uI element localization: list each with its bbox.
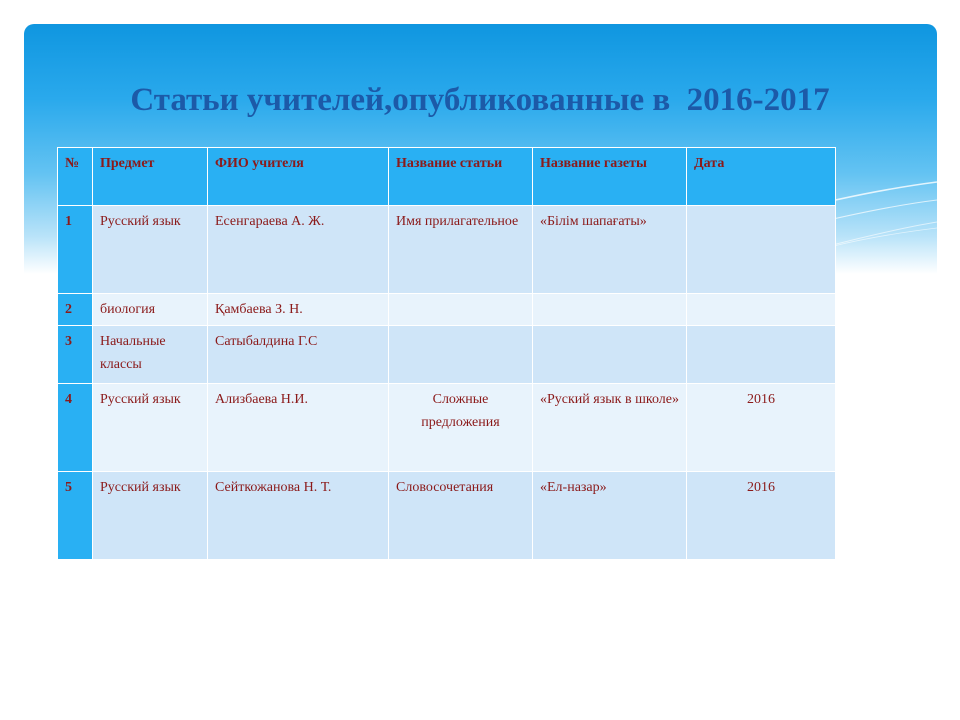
- date-cell: 2016: [687, 472, 836, 560]
- column-header: №: [58, 148, 93, 206]
- date-cell: [687, 294, 836, 326]
- article-cell: Имя прилагательное: [389, 206, 533, 294]
- row-number: 4: [58, 384, 93, 472]
- date-cell: [687, 206, 836, 294]
- article-cell: Словосочетания: [389, 472, 533, 560]
- slide-title: Статьи учителей,опубликованные в 2016-2017: [130, 82, 830, 118]
- row-number: 2: [58, 294, 93, 326]
- column-header: Название статьи: [389, 148, 533, 206]
- subject-cell: Начальные классы: [93, 326, 208, 384]
- teacher-cell: Сейткожанова Н. Т.: [208, 472, 389, 560]
- table-row: [58, 326, 836, 384]
- article-cell: Сложные предложения: [389, 384, 533, 472]
- column-header: Название газеты: [533, 148, 687, 206]
- table-row: [58, 472, 836, 560]
- articles-table: [57, 147, 836, 560]
- subject-cell: Русский язык: [93, 206, 208, 294]
- table-row: [58, 206, 836, 294]
- newspaper-cell: «Ел-назар»: [533, 472, 687, 560]
- teacher-cell: Сатыбалдина Г.С: [208, 326, 389, 384]
- subject-cell: Русский язык: [93, 472, 208, 560]
- table-header-row: [58, 148, 836, 206]
- row-number: 5: [58, 472, 93, 560]
- row-number: 1: [58, 206, 93, 294]
- newspaper-cell: [533, 294, 687, 326]
- subject-cell: биология: [93, 294, 208, 326]
- table-row: [58, 294, 836, 326]
- date-cell: [687, 326, 836, 384]
- teacher-cell: Қамбаева З. Н.: [208, 294, 389, 326]
- row-number: 3: [58, 326, 93, 384]
- article-cell: [389, 294, 533, 326]
- column-header: ФИО учителя: [208, 148, 389, 206]
- article-cell: [389, 326, 533, 384]
- column-header: Предмет: [93, 148, 208, 206]
- newspaper-cell: «Руский язык в школе»: [533, 384, 687, 472]
- newspaper-cell: «Білім шапағаты»: [533, 206, 687, 294]
- newspaper-cell: [533, 326, 687, 384]
- teacher-cell: Есенгараева А. Ж.: [208, 206, 389, 294]
- subject-cell: Русский язык: [93, 384, 208, 472]
- column-header: Дата: [687, 148, 836, 206]
- teacher-cell: Ализбаева Н.И.: [208, 384, 389, 472]
- date-cell: 2016: [687, 384, 836, 472]
- table-row: [58, 384, 836, 472]
